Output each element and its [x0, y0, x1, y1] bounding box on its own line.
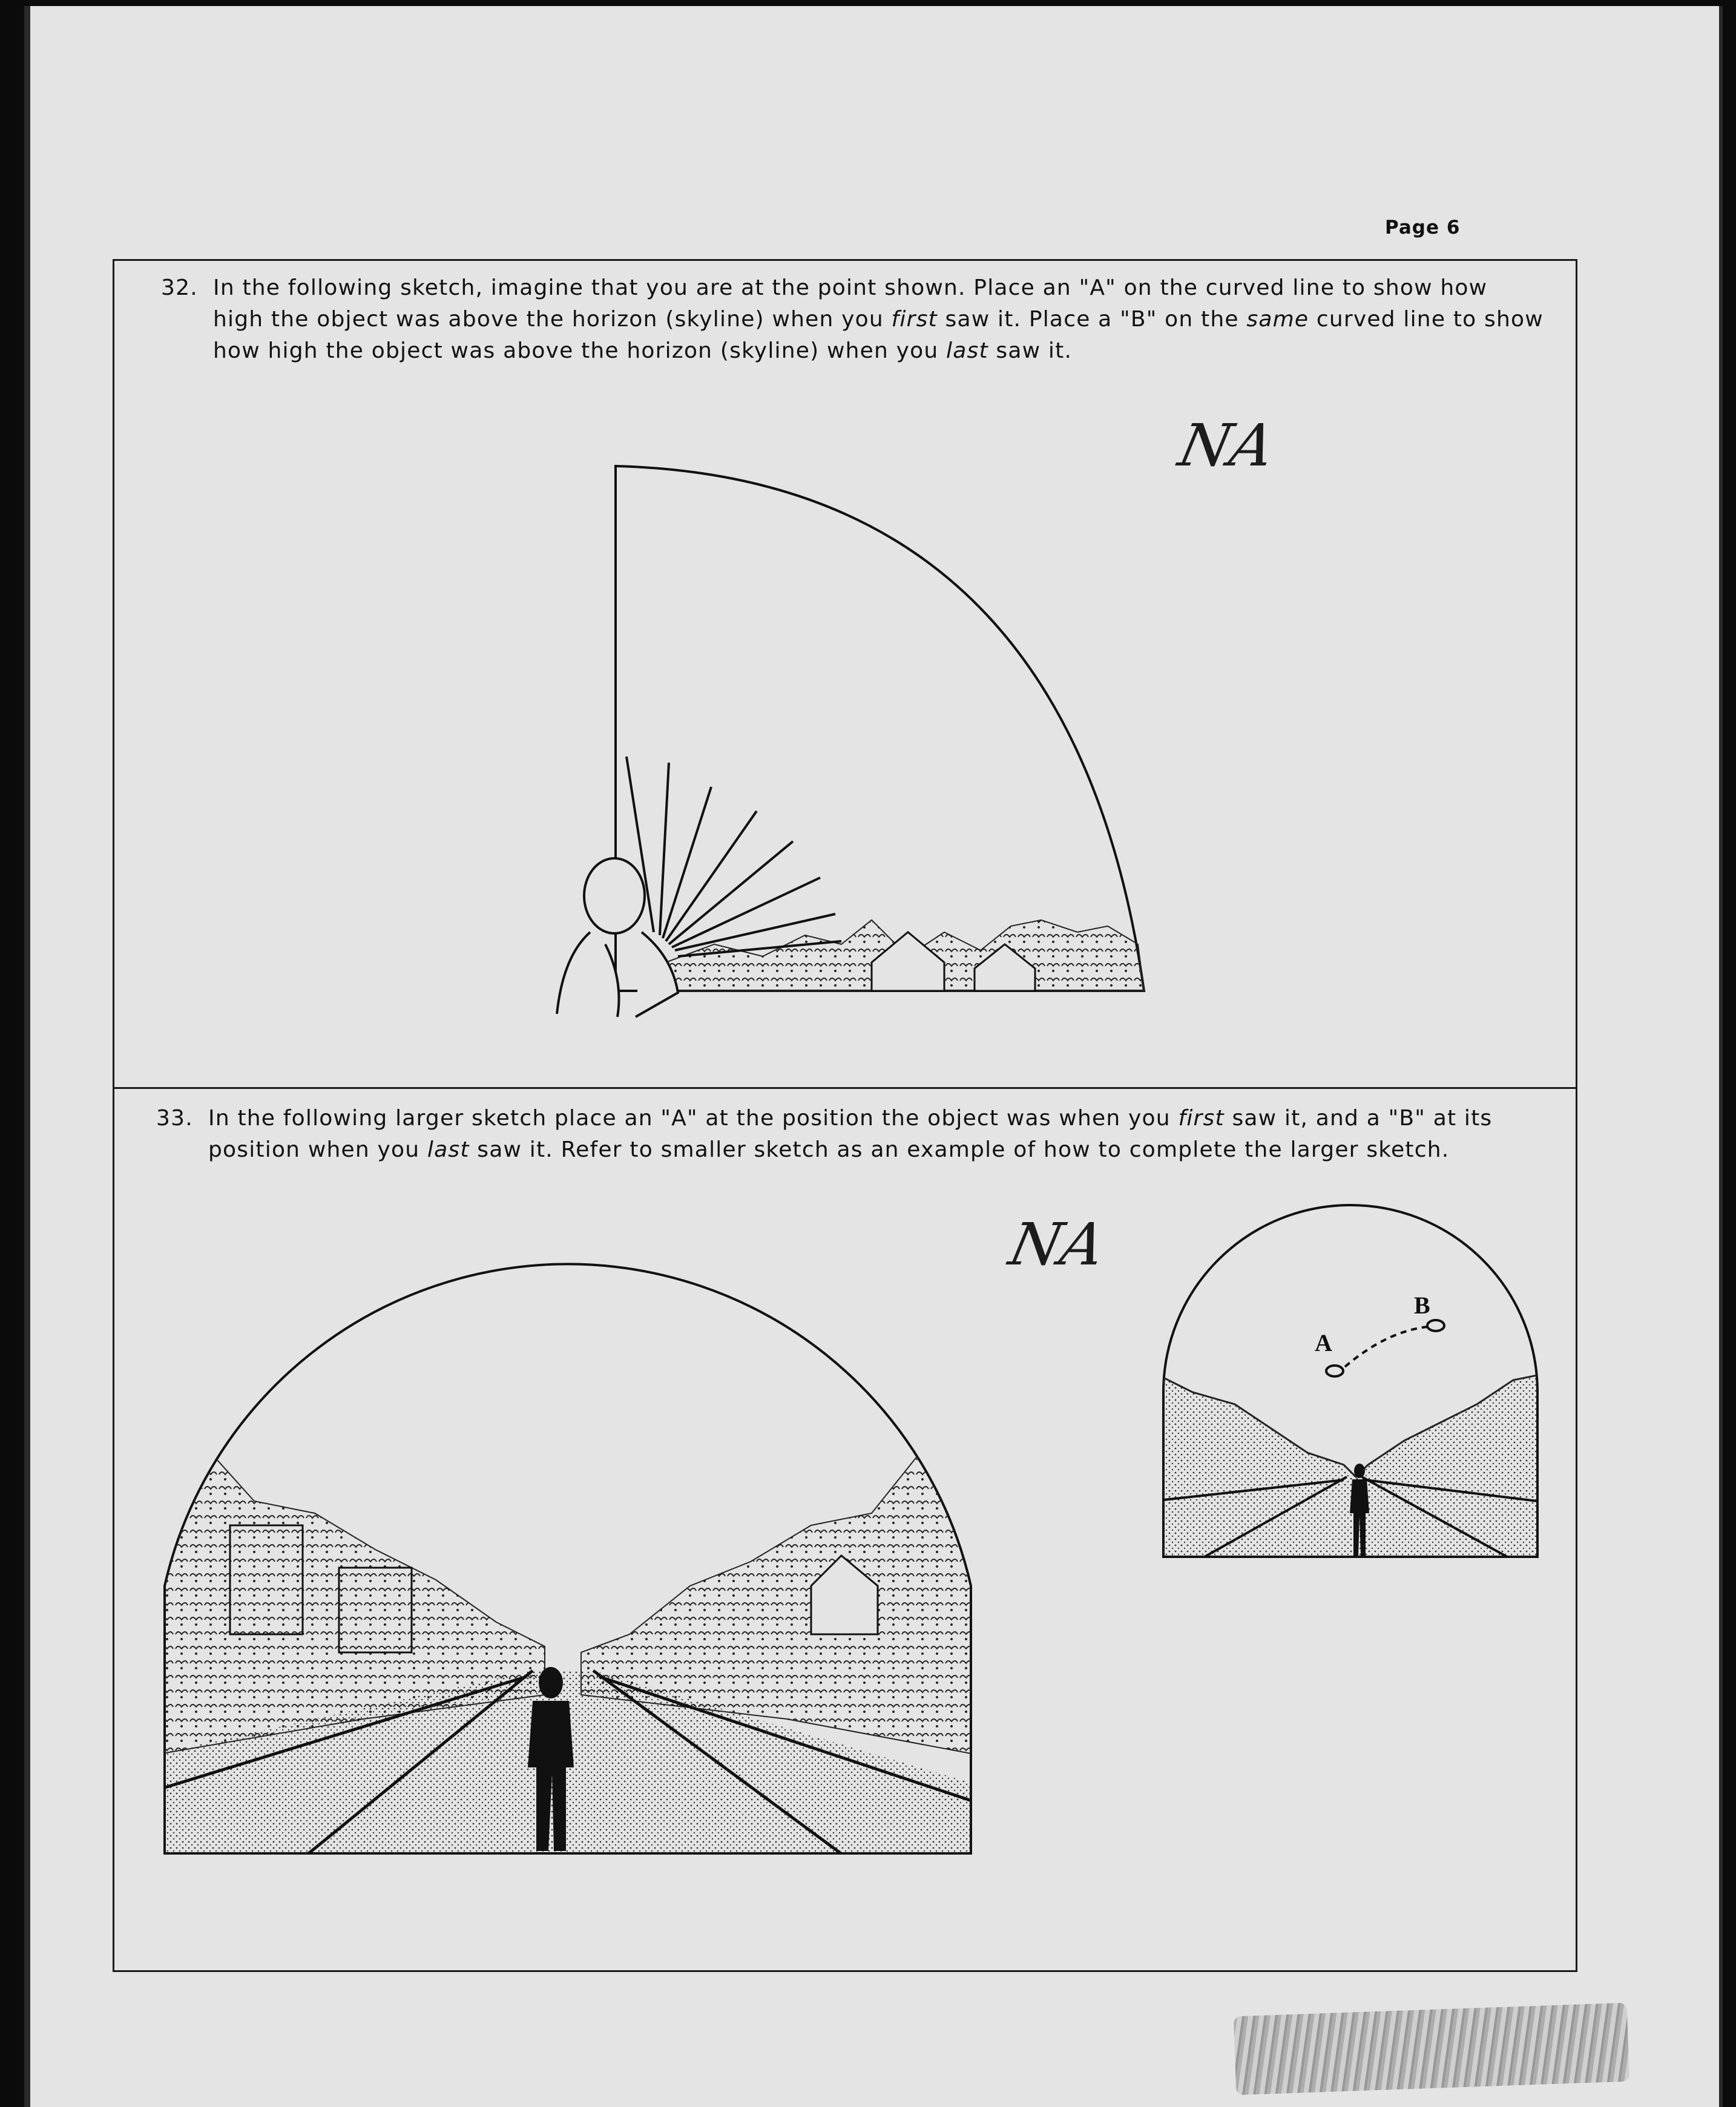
- example-label-b: B: [1414, 1292, 1430, 1319]
- q32-part-3: saw it. Place a "B" on the: [937, 307, 1247, 332]
- q32-part-1: In the following sketch, imagine that you are at the point shown. Place an "A" on the curved line to show how high the object was above the horizon (skyline) when you: [213, 275, 1488, 332]
- q32-emphasis-last: last: [946, 338, 988, 363]
- q32-emphasis-first: first: [891, 307, 938, 332]
- q33-emphasis-last: last: [427, 1137, 470, 1162]
- example-position-b-marker: [1427, 1320, 1444, 1331]
- q33-part-5: saw it. Refer to smaller sketch as an example of how to complete the larger sketch.: [469, 1137, 1450, 1162]
- page-number: Page 6: [1385, 217, 1461, 238]
- handwritten-answer-32: NA: [1173, 412, 1281, 479]
- example-label-a: A: [1315, 1329, 1332, 1356]
- example-flight-path: [1345, 1327, 1427, 1367]
- q32-emphasis-same: same: [1246, 307, 1309, 332]
- question-33-number: 33.: [156, 1106, 193, 1131]
- quarter-sky-sketch: [557, 466, 1144, 1017]
- pointing-arms: [626, 757, 841, 956]
- question-32-number: 32.: [161, 275, 198, 300]
- example-street-sketch: [1156, 1205, 1544, 1562]
- q32-part-7: saw it.: [988, 338, 1073, 363]
- q32-part-5: curved line to show how high the object was above the horizon (skyline) when you: [213, 307, 1544, 363]
- q33-part-3: saw it, and a "B" at its position when you: [208, 1106, 1493, 1162]
- large-street-sketch: [151, 1264, 981, 1858]
- smudged-stamp: [1234, 2003, 1629, 2095]
- q33-emphasis-first: first: [1178, 1106, 1225, 1131]
- q33-part-1: In the following larger sketch place an "A" at the position the object was when you: [208, 1106, 1179, 1131]
- observer-figure: [557, 858, 678, 1017]
- handwritten-answer-33: NA: [1004, 1211, 1111, 1278]
- example-position-a-marker: [1326, 1366, 1343, 1376]
